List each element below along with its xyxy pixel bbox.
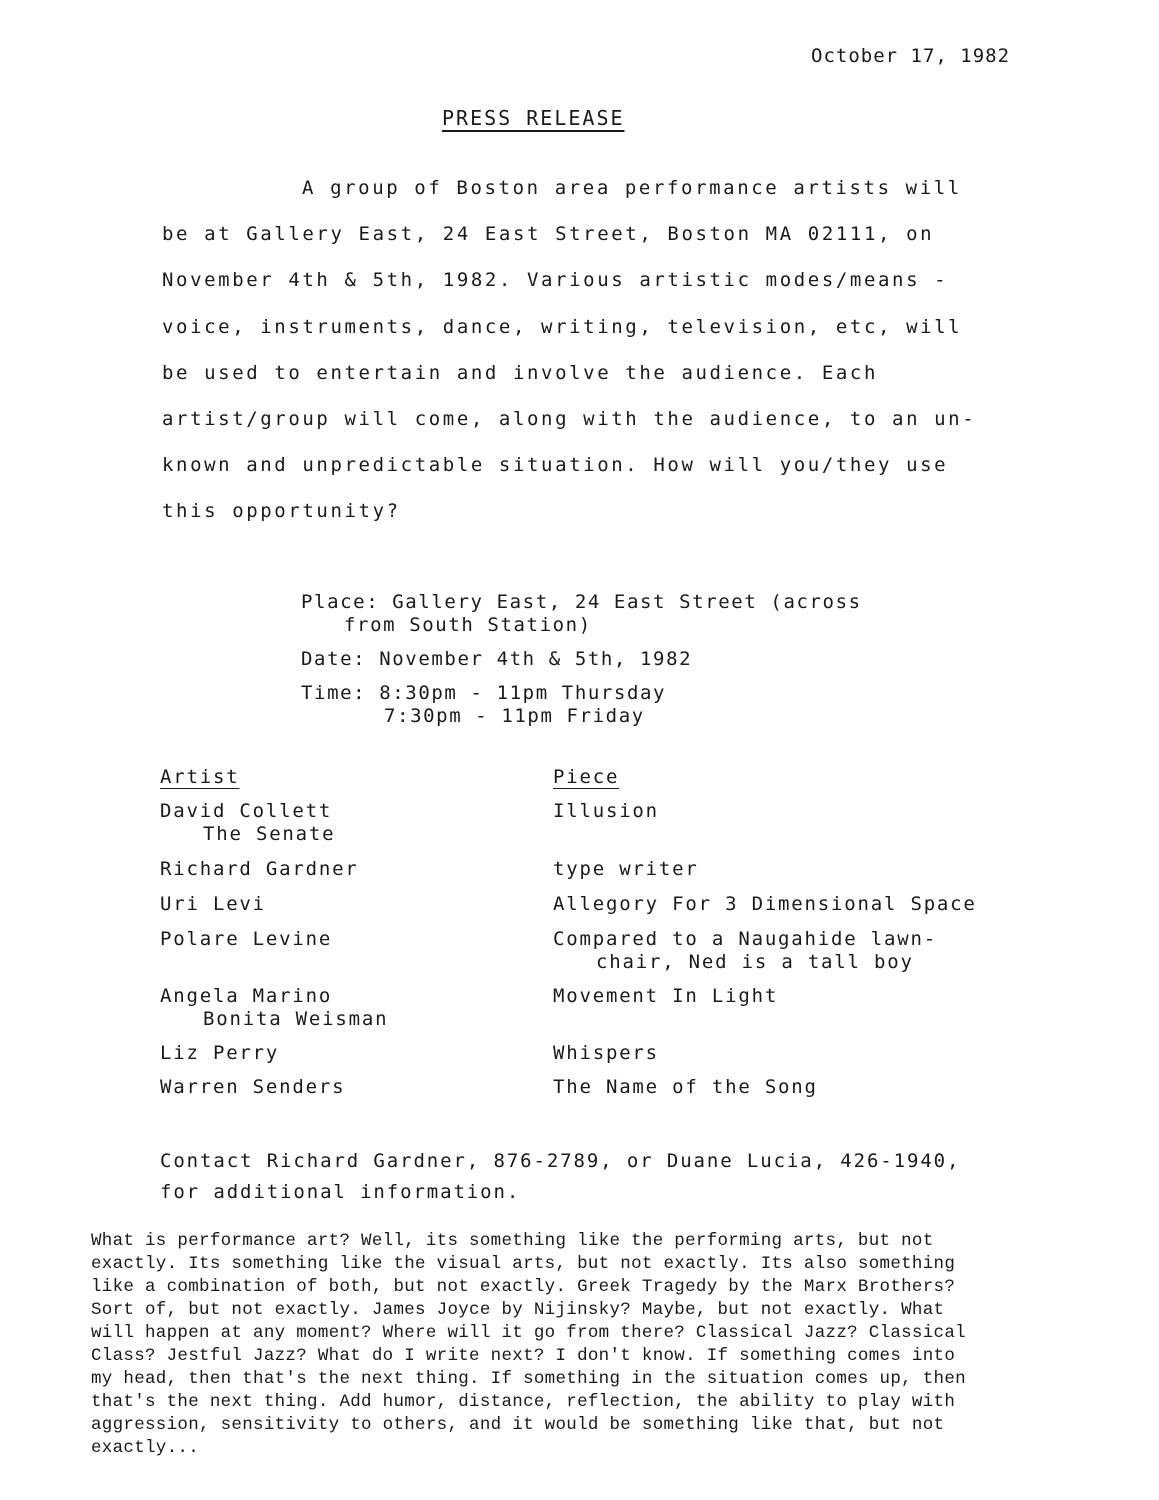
piece-title-continued: chair, Ned is a tall boy	[596, 951, 914, 973]
essay-line: What is performance art? Well, its something like the performing arts, but not	[91, 1231, 934, 1251]
piece-title: Allegory For 3 Dimensional Space	[553, 893, 977, 915]
piece-title: The Name of the Song	[553, 1076, 818, 1098]
time-detail	[301, 682, 862, 728]
performance-art-essay	[91, 1230, 966, 1460]
piece-title: Whispers	[553, 1042, 659, 1064]
intro-paragraph	[162, 175, 982, 545]
artist-name-continued: The Senate	[203, 823, 336, 845]
intro-line: known and unpredictable situation. How will you/they use	[162, 454, 949, 477]
contact-info	[160, 1146, 960, 1208]
place-line: Place: Gallery East, 24 East Street (across	[301, 591, 862, 613]
document-date: October 17, 1982	[811, 45, 1011, 67]
intro-line: voice, instruments, dance, writing, television, etc, will	[162, 315, 963, 338]
table-row	[160, 1076, 1013, 1099]
essay-line: exactly...	[91, 1438, 200, 1458]
piece-title: Movement In Light	[553, 985, 779, 1007]
artist-name: Liz Perry	[160, 1042, 280, 1064]
contact-line: Contact Richard Gardner, 876-2789, or Duane Lucia, 426-1940,	[160, 1150, 961, 1172]
time-line: Time: 8:30pm - 11pm Thursday	[301, 682, 667, 704]
essay-line: will happen at any moment? Where will it go from there? Classical Jazz? Classical	[91, 1323, 966, 1343]
table-row	[160, 1042, 1013, 1065]
place-detail	[301, 591, 862, 637]
artist-lineup-table	[160, 766, 1013, 1099]
table-row	[160, 893, 1013, 916]
intro-line: be used to entertain and involve the audience. Each	[162, 361, 878, 384]
essay-line: exactly. Its something like the visual arts, but not exactly. Its also something	[91, 1254, 956, 1274]
artist-name: Warren Senders	[160, 1076, 346, 1098]
intro-line: artist/group will come, along with the audience, to an un-	[162, 407, 977, 430]
piece-title: type writer	[553, 858, 699, 880]
artist-column-header: Artist	[160, 766, 240, 788]
essay-line: aggression, sensitivity to others, and it would be something like that, but not	[91, 1415, 945, 1435]
table-row	[160, 985, 1013, 1031]
place-line-continued: from South Station)	[344, 614, 592, 636]
date-detail: Date: November 4th & 5th, 1982	[301, 648, 693, 670]
table-header	[160, 766, 1013, 789]
intro-line: November 4th & 5th, 1982. Various artistic modes/means -	[162, 269, 949, 292]
essay-line: Sort of, but not exactly. James Joyce by Nijinsky? Maybe, but not exactly. What	[91, 1300, 945, 1320]
time-line-continued: 7:30pm - 11pm Friday	[384, 705, 645, 727]
table-row	[160, 928, 1013, 974]
essay-line: Class? Jestful Jazz? What do I write next? I don't know. If something comes into	[91, 1346, 956, 1366]
piece-column-header: Piece	[553, 766, 620, 788]
essay-line: that's the next thing. Add humor, distance, reflection, the ability to play with	[91, 1392, 956, 1412]
table-row	[160, 800, 1013, 846]
essay-line: like a combination of both, but not exactly. Greek Tragedy by the Marx Brothers?	[91, 1277, 956, 1297]
piece-title: Illusion	[553, 800, 659, 822]
intro-line: this opportunity?	[162, 500, 401, 523]
essay-line: my head, then that's the next thing. If something in the situation comes up, then	[91, 1369, 966, 1389]
artist-name: Angela Marino	[160, 985, 333, 1007]
intro-line: A group of Boston area performance artists will	[302, 177, 962, 199]
table-row	[160, 858, 1013, 881]
intro-line: be at Gallery East, 24 East Street, Boston MA 02111, on	[162, 223, 935, 246]
piece-title: Compared to a Naugahide lawn-	[553, 928, 937, 950]
page-title: PRESS RELEASE	[442, 106, 625, 130]
artist-name: Richard Gardner	[160, 858, 359, 880]
artist-name: Polare Levine	[160, 928, 333, 950]
artist-name: David Collett	[160, 800, 333, 822]
artist-name: Uri Levi	[160, 893, 266, 915]
artist-name-continued: Bonita Weisman	[203, 1008, 389, 1030]
contact-line: for additional information.	[160, 1181, 521, 1203]
event-details	[301, 591, 862, 739]
